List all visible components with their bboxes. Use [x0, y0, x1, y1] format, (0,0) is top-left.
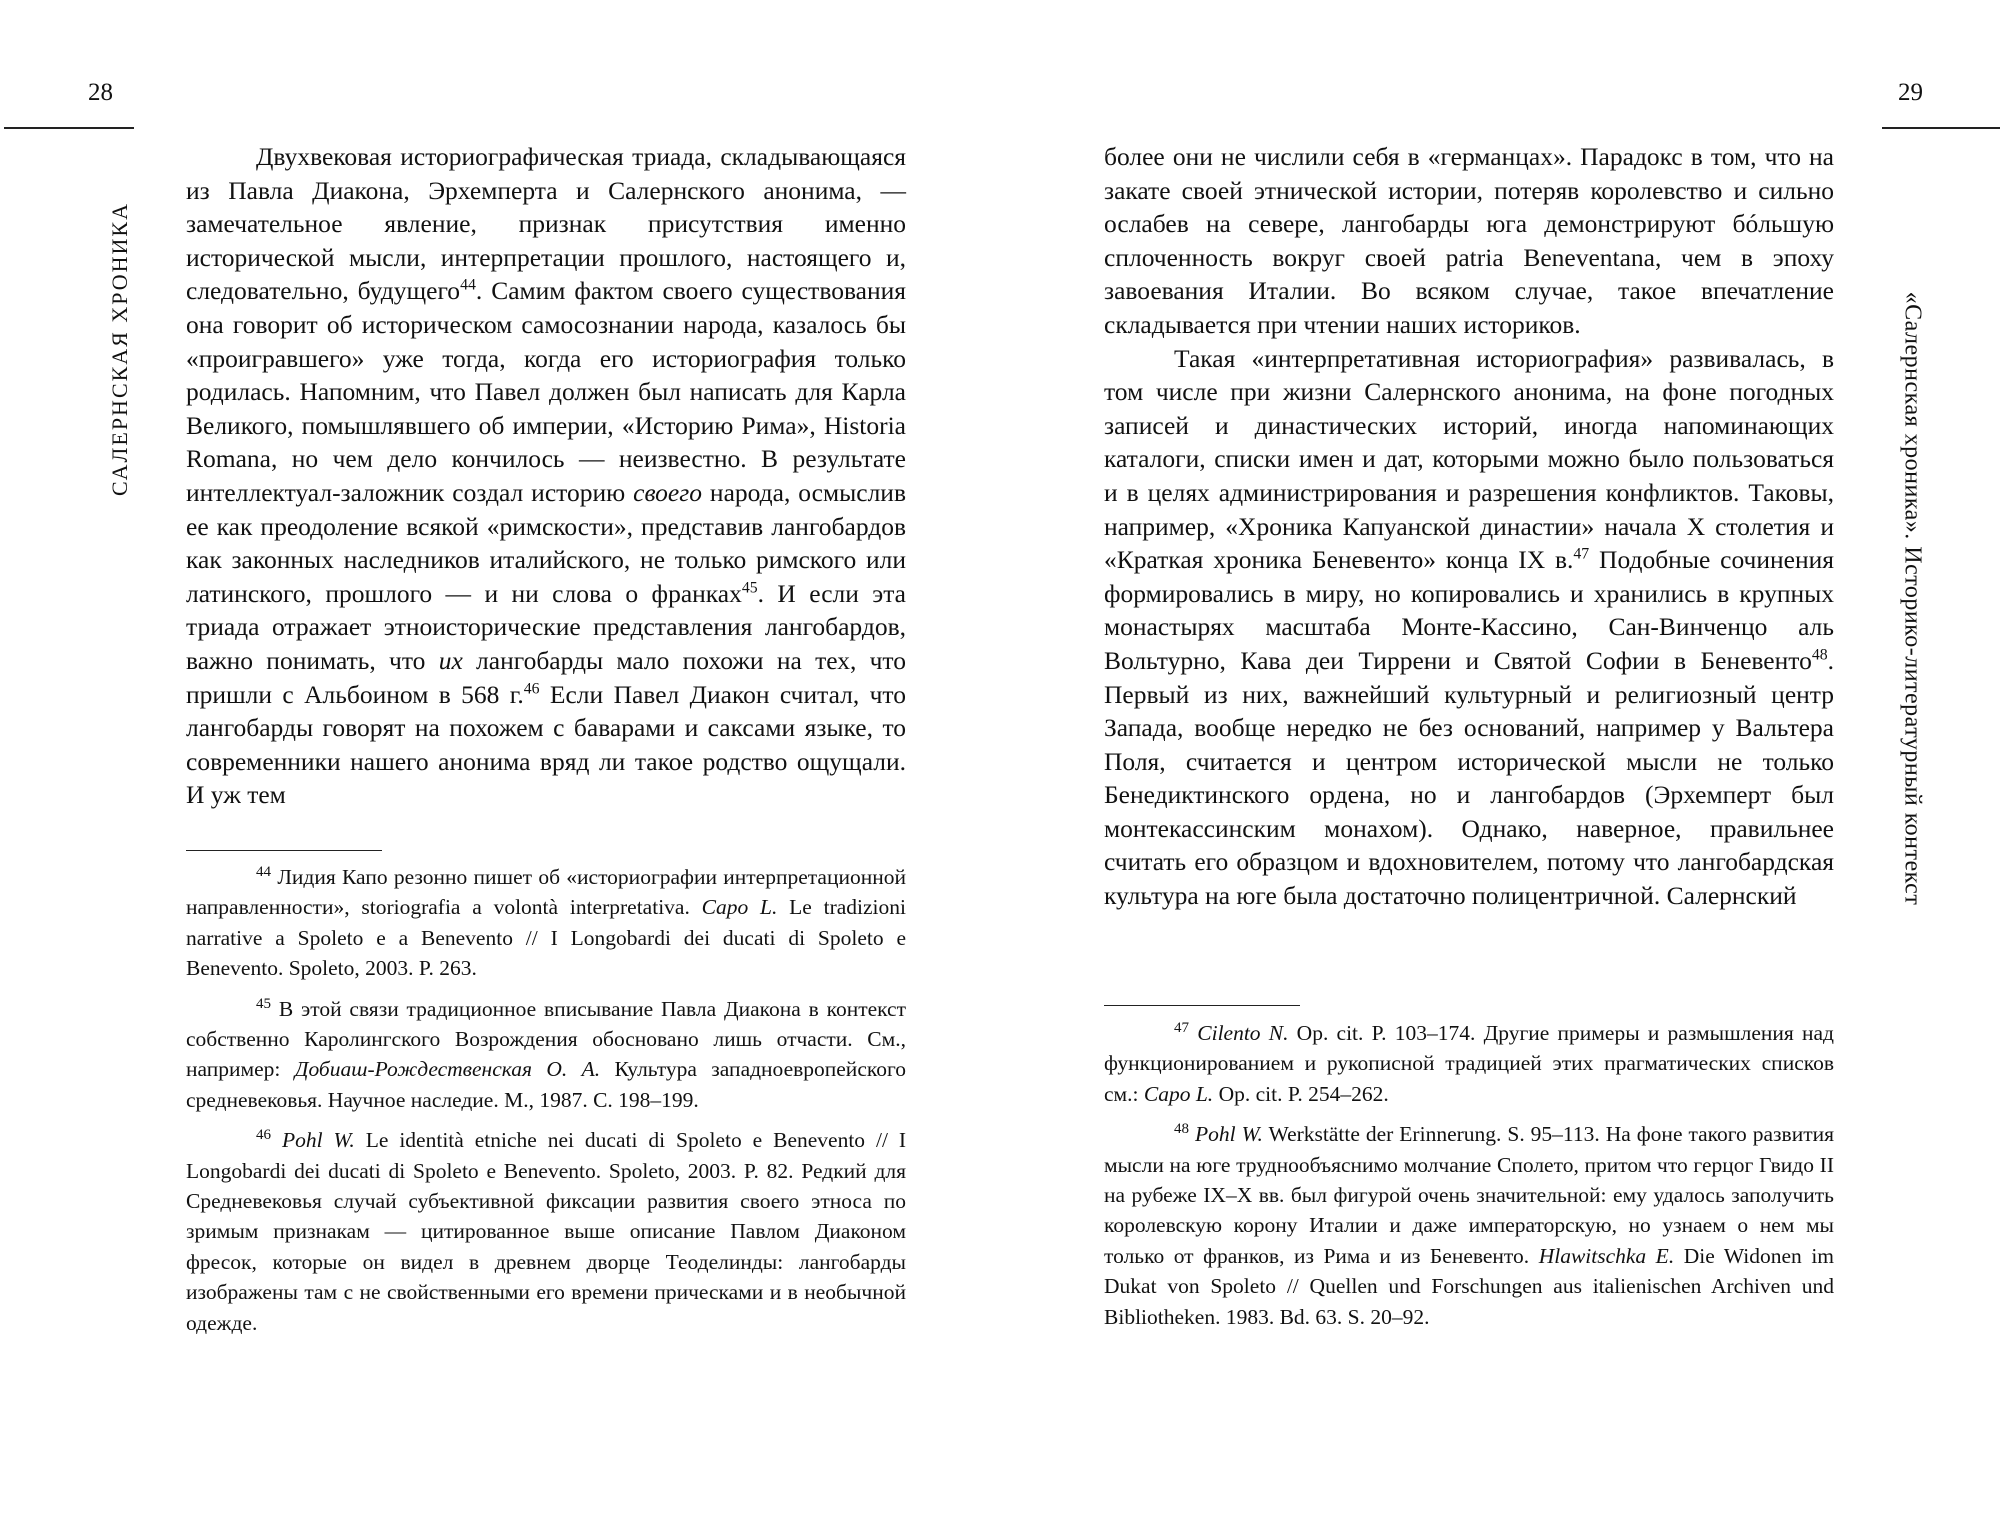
running-head: САЛЕРНСКАЯ ХРОНИКА — [107, 202, 132, 496]
text-run: Le tradizioni narrative a Spoleto e a Benevento // I Longobardi dei ducati di Spoleto e Benevento. Spoleto, 2003. P. 263. — [186, 895, 906, 981]
page-number: 29 — [1898, 79, 1923, 106]
footnote-ref: 47 — [1174, 1019, 1190, 1036]
footnote-ref: 46 — [523, 680, 540, 697]
text-run: Die Widonen im Dukat von Spoleto // Quellen und Forschungen aus italienischen Archiven und Bibliotheken. 1983. Bd. 63. S. 20–92. — [1104, 1243, 1835, 1329]
footnote — [1104, 1018, 1834, 1109]
footnote-ref: 47 — [1573, 545, 1590, 563]
italic-text: Pohl W. — [1195, 1122, 1263, 1147]
text-run — [271, 1128, 282, 1152]
italic-text: своего — [633, 477, 702, 507]
page-number: 28 — [88, 79, 113, 106]
text-run: Op. cit. P. 103–174. Другие примеры и размышления над функционированием и рукописной традицией этих прагматических списков см.: — [1104, 1021, 1834, 1106]
main-text — [186, 140, 906, 812]
italic-text: Cilento N. — [1197, 1021, 1289, 1045]
text-run: Лидия Капо резонно пишет об «историографии интерпретационной направленности», storiografia a volontà interpretativa. — [186, 865, 906, 920]
text-run: . Самим фактом своего существования она говорит об историческом самосознании народа, казалось бы «проигравшего» уже тогда, когда его историография только родилась. Напомним, что Павел должен был написать для Карла Великого, помышлявшего об империи, «Историю Рима», Historia Romana, но чем дело кончилось — неизвестно. В результате интеллектуал-заложник создал историю — [186, 276, 906, 507]
footnote-ref: 48 — [1174, 1121, 1190, 1138]
paragraph — [186, 140, 906, 812]
text-run: Подобные сочинения формировались в миру, но копировались и хранились в крупных монастырях масштаба Монте-Кассино, Сан-Винченцо аль Вольтурно, Кава деи Тиррени и Святой Софии в Беневенто — [1104, 545, 1834, 675]
text-run: более они не числили себя в «германцах». Парадокс в том, что на закате своей этнической истории, потеряв королевство и сильно ослабев на севере, лангобарды юга демонстрируют бóльшую сплоченность вокруг своей patria Beneventana, чем в эпоху завоевания Италии. Во всяком случае, такое впечатление складывается при чтении наших историков. — [1104, 142, 1834, 339]
footnotes — [186, 862, 906, 1348]
footnote — [186, 1125, 906, 1338]
text-run: Op. cit. P. 254–262. — [1213, 1081, 1389, 1106]
italic-text: Capo L. — [1143, 1081, 1214, 1106]
italic-text: Capo L. — [701, 895, 778, 920]
text-run: . И если эта триада отражает этноисторические представления лангобардов, важно понимать, что — [186, 578, 906, 675]
footnote-rule — [1104, 1005, 1300, 1006]
footnote-rule — [186, 850, 382, 851]
text-run: народа, осмыслив ее как преодоление всякой «римскости», представив лангобардов как законных наследников италийского, не только римского или латинского, прошлого — и ни слова о франках — [186, 477, 906, 608]
footnote-ref: 44 — [460, 276, 476, 294]
italic-text: Hlawitschka E. — [1538, 1243, 1675, 1268]
main-text — [1104, 140, 1834, 913]
italic-text: Добиаш-Рождественская О. А. — [294, 1057, 601, 1082]
text-run: Двухвековая историографическая триада, складывающаяся из Павла Диакона, Эрхемперта и Салернского анонима, — замечательное явление, признак присутствия именно исторической мысли, интерпретации прошлого, настоящего и, следовательно, будущего — [186, 142, 906, 306]
paragraph — [1104, 140, 1834, 342]
footnote-ref: 48 — [1811, 646, 1828, 664]
footnote-ref: 44 — [256, 863, 272, 880]
text-run: . Первый из них, важнейший культурный и религиозный центр Запада, вообще нередко не без оснований, например у Вальтера Поля, считается и центром исторической мысли не только Бенедиктинского ордена, но и лангобардов (Эрхемперт был монтекассинским монахом). Однако, наверное, правильнее считать его образцом и вдохновителем, потому что лангобардская культура на юге была достаточно полицентричной. Салернский — [1104, 645, 1834, 911]
text-run: Le identità etniche nei ducati di Spoleto e Benevento // I Longobardi dei ducati di Spoleto e Benevento. Spoleto, 2003. P. 82. Редкий для Средневековья случай субъективной фиксации развития своего этноса по зримым признакам — цитированное выше описание Павлом Диаконом фресок, которые он видел в древнем дворце Теоделинды: лангобарды изображены там с не свойственными его времени прическами и в необычной одежде. — [186, 1128, 906, 1335]
running-head: «Салернская хроника». Историко-литературный контекст — [1899, 291, 1926, 906]
italic-text: их — [438, 645, 463, 675]
footnote — [186, 862, 906, 984]
footnote — [186, 994, 906, 1116]
footnote-ref: 45 — [256, 995, 272, 1012]
right-page — [1000, 0, 2000, 1513]
italic-text: Pohl W. — [281, 1128, 355, 1153]
text-run: В этой связи традиционное вписывание Павла Диакона в контекст собственно Каролингского Возрождения обосновано лишь отчасти. См., например: — [186, 996, 906, 1082]
paragraph — [1104, 342, 1834, 913]
footnote-ref: 45 — [741, 579, 758, 597]
footnote — [1104, 1119, 1834, 1332]
text-run: Werkstätte der Erinnerung. S. 95–113. На фоне такого развития мысли на юге труднообъяснимо молчание Сполето, притом что герцог Гвидо II на рубеже IX–X вв. был фигурой очень значительной: ему удалось заполучить королевскую корону Италии и даже императорскую, но узнаем о нем мы только от франков, из Рима и из Беневенто. — [1104, 1122, 1834, 1268]
text-run: Такая «интерпретативная историография» развивалась, в том числе при жизни Салернского анонима, на фоне погодных записей и династических историй, иногда напоминающих каталоги, списки имен и дат, которыми можно было пользоваться и в целях администрирования и разрешения конфликтов. Таковы, например, «Хроника Капуанской династии» начала X столетия и «Краткая хроника Беневенто» конца IX в. — [1104, 343, 1834, 575]
text-run: лангобарды мало похожи на тех, что пришли с Альбоином в 568 г. — [186, 645, 906, 709]
footnote-ref: 46 — [256, 1127, 272, 1144]
text-run: Если Павел Диакон считал, что лангобарды говорят на похожем с баварами и саксами языке, то современники нашего анонима вряд ли такое родство ощущали. И уж тем — [186, 679, 906, 810]
footnotes — [1104, 1018, 1834, 1342]
text-run: Культура западноевропейского средневековья. Научное наследие. М., 1987. С. 198–199. — [186, 1057, 906, 1112]
